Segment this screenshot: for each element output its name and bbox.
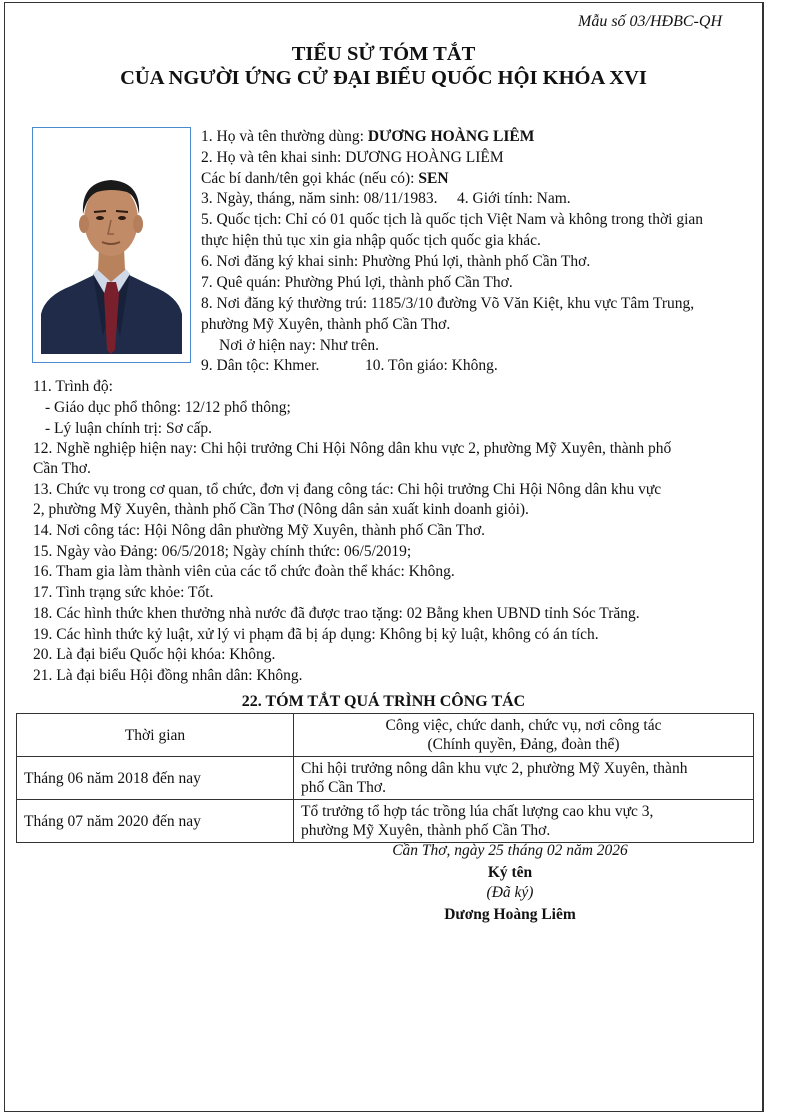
item-9: 9. Dân tộc: Khmer. xyxy=(201,357,320,374)
form-code: Mẫu số 03/HĐBC-QH xyxy=(578,13,722,30)
item-5-line-1: 5. Quốc tịch: Chỉ có 01 quốc tịch là quốc tịch Việt Nam và không trong thời gian xyxy=(201,211,704,228)
item-7: 7. Quê quán: Phường Phú lợi, thành phố Cần Thơ. xyxy=(201,274,513,291)
item-16: 16. Tham gia làm thành viên của các tổ chức đoàn thể khác: Không. xyxy=(33,563,455,580)
header-description xyxy=(294,714,754,757)
row-desc-line-2: phố Cần Thơ. xyxy=(301,779,386,796)
alias-value: SEN xyxy=(418,170,449,187)
item-21: 21. Là đại biểu Hội đồng nhân dân: Không. xyxy=(33,667,303,684)
item-5-line-2: thực hiện thủ tục xin gia nhập quốc tịch quốc gia khác. xyxy=(201,232,541,249)
work-history-table xyxy=(16,713,754,843)
item-20: 20. Là đại biểu Quốc hội khóa: Không. xyxy=(33,646,276,663)
item-3: 3. Ngày, tháng, năm sinh: 08/11/1983. xyxy=(201,190,438,207)
header-desc-line-2: (Chính quyền, Đảng, đoàn thể) xyxy=(427,736,620,753)
row-desc-line-1: Chi hội trưởng nông dân khu vực 2, phường Mỹ Xuyên, thành xyxy=(301,760,688,777)
table-header-row xyxy=(17,714,754,757)
item-13-line-2: 2, phường Mỹ Xuyên, thành phố Cần Thơ (Nông dân sản xuất kinh doanh giỏi). xyxy=(33,501,529,518)
work-history-title: 22. TÓM TẮT QUÁ TRÌNH CÔNG TÁC xyxy=(241,693,526,710)
header-time: Thời gian xyxy=(17,714,294,757)
item-17: 17. Tình trạng sức khỏe: Tốt. xyxy=(33,584,214,601)
item-13-line-1: 13. Chức vụ trong cơ quan, tổ chức, đơn vị đang công tác: Chi hội trưởng Chi Hội Nông dân khu vực xyxy=(33,481,662,498)
item-1 xyxy=(201,127,534,147)
document-title: TIỂU SỬ TÓM TẮT xyxy=(291,43,476,65)
item-14: 14. Nơi công tác: Hội Nông dân phường Mỹ Xuyên, thành phố Cần Thơ. xyxy=(33,522,486,539)
item-11: 11. Trình độ: xyxy=(33,378,113,395)
row-description xyxy=(294,757,754,800)
signature-place-date: Cần Thơ, ngày 25 tháng 02 năm 2026 xyxy=(392,842,628,859)
item-8-line-1: 8. Nơi đăng ký thường trú: 1185/3/10 đường Võ Văn Kiệt, khu vực Tâm Trung, xyxy=(201,295,695,312)
alias-label: Các bí danh/tên gọi khác (nếu có): xyxy=(201,170,419,187)
header-desc-line-1: Công việc, chức danh, chức vụ, nơi công tác xyxy=(385,717,662,734)
item-8-line-2: phường Mỹ Xuyên, thành phố Cần Thơ. xyxy=(201,316,451,333)
item-2: 2. Họ và tên khai sinh: DƯƠNG HOÀNG LIÊM xyxy=(201,149,504,166)
item-11-b: - Lý luận chính trị: Sơ cấp. xyxy=(45,420,213,437)
row-desc-line-1: Tổ trưởng tổ hợp tác trồng lúa chất lượng cao khu vực 3, xyxy=(301,803,654,820)
item-19: 19. Các hình thức kỷ luật, xử lý vi phạm đã bị áp dụng: Không bị kỷ luật, không có án tích. xyxy=(33,626,599,643)
item-12-line-2: Cần Thơ. xyxy=(33,460,91,477)
item-12-line-1: 12. Nghề nghiệp hiện nay: Chi hội trưởng Chi Hội Nông dân khu vực 2, phường Mỹ Xuyên, thành phố xyxy=(33,440,672,457)
signature-status: (Đã ký) xyxy=(486,884,534,901)
item-11-a: - Giáo dục phổ thông: 12/12 phổ thông; xyxy=(45,399,291,416)
row-description xyxy=(294,800,754,843)
item-1-value: DƯƠNG HOÀNG LIÊM xyxy=(367,128,535,145)
row-time: Tháng 06 năm 2018 đến nay xyxy=(17,757,294,800)
table-row xyxy=(17,757,754,800)
signature-label: Ký tên xyxy=(487,864,533,881)
candidate-photo xyxy=(32,127,191,363)
item-8-current: Nơi ở hiện nay: Như trên. xyxy=(219,337,379,354)
item-1-label: 1. Họ và tên thường dùng: xyxy=(201,128,368,145)
row-time: Tháng 07 năm 2020 đến nay xyxy=(17,800,294,843)
item-4: 4. Giới tính: Nam. xyxy=(457,190,571,207)
item-15: 15. Ngày vào Đảng: 06/5/2018; Ngày chính thức: 06/5/2019; xyxy=(33,543,412,560)
item-10: 10. Tôn giáo: Không. xyxy=(365,357,498,374)
document-subtitle: CỦA NGƯỜI ỨNG CỬ ĐẠI BIỂU QUỐC HỘI KHÓA XVI xyxy=(120,67,647,89)
row-desc-line-2: phường Mỹ Xuyên, thành phố Cần Thơ. xyxy=(301,822,551,839)
document-page xyxy=(4,2,764,1112)
portrait-image xyxy=(41,136,182,354)
signer-name: Dương Hoàng Liêm xyxy=(444,906,576,923)
item-6: 6. Nơi đăng ký khai sinh: Phường Phú lợi, thành phố Cần Thơ. xyxy=(201,253,591,270)
item-alias xyxy=(201,169,449,189)
item-18: 18. Các hình thức khen thưởng nhà nước đã được trao tặng: 02 Bằng khen UBND tỉnh Sóc Trăng. xyxy=(33,605,640,622)
table-row xyxy=(17,800,754,843)
